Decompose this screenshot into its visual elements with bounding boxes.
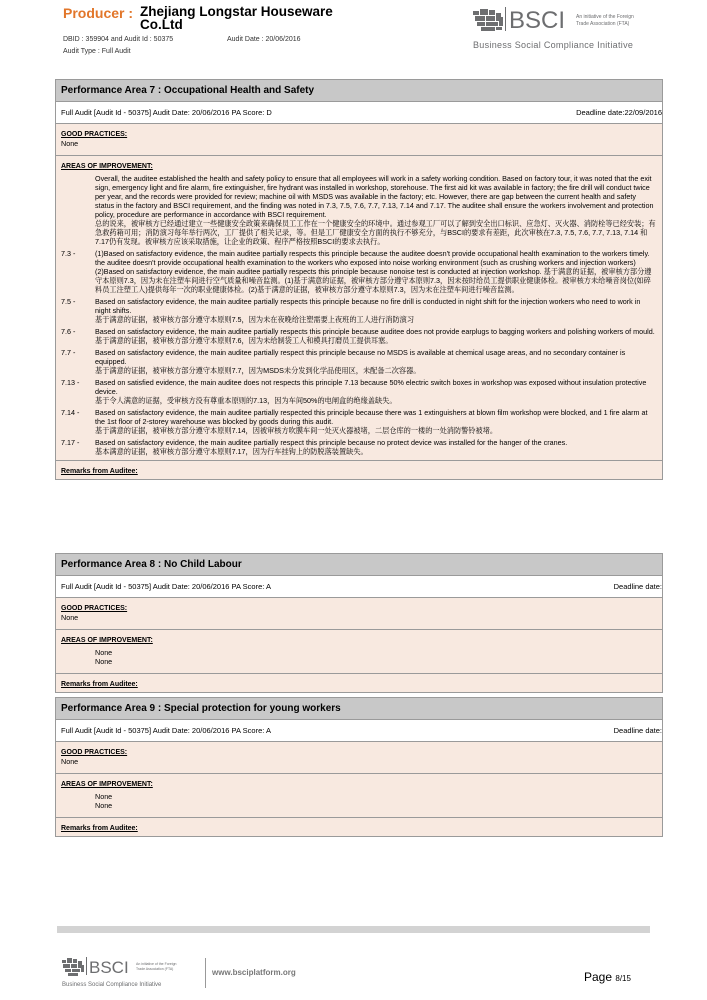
item-text-en: Based on satisfactory evidence, the main auditee partially respects this principle because no fire drill is conducted in night shift for the injection workers who need to work in night shifts. [95,297,641,315]
audit-info: Full Audit [Audit Id - 50375] Audit Date: 20/06/2016 PA Score: A [61,726,271,735]
svg-text:Trade Association (FTA): Trade Association (FTA) [576,21,630,27]
remarks-label: Remarks from Auditee: [61,825,138,832]
item-code: 7.17 - [61,438,80,447]
section-performance-area-7 [55,79,663,480]
good-practices-value: None [61,613,79,622]
good-practices-label: GOOD PRACTICES: [61,749,128,756]
page-label: Page [584,970,613,984]
item-code: 7.5 - [61,297,76,306]
item-text-cn: 基于满意的证据，被审核方部分遵守本原则7.7，因为MSDS未分发到化学品使用区，未配备二次容器。 [95,366,421,375]
item-text-en: Based on satisfactory evidence, the main auditee partially respected this principle because there was 1 extinguishers at blown film workshop were blocked, and 1 fire alarm at the 1st floor of 2-storey warehouse was blocked by goods during this audit. [95,408,648,426]
section-title: Performance Area 8 : No Child Labour [56,554,662,576]
bsci-logo [473,5,663,53]
item-text-en: Based on satisfactory evidence, the main auditee partially respects this principle because auditee does not provide earplugs to bagging workers and polishing workers of mould. [95,327,655,336]
item-text-cn: 基于满意的证据，被审核方部分遵守本原则7.14，因被审核方吹膜车间一处灭火器被堵，二层仓库的一楼的一处消防警铃被堵。 [95,426,498,435]
audit-line [56,576,662,598]
list-item [61,348,657,375]
good-practices-label: GOOD PRACTICES: [61,131,128,138]
item-code [61,174,95,246]
good-practices-block [56,124,662,156]
item-code: 7.14 - [61,408,80,417]
remarks-block [56,818,662,836]
audit-date-line: Audit Date : 20/06/2016 [227,36,301,43]
audit-line [56,720,662,742]
footer-logo-subtitle: Business Social Compliance Initiative [62,982,162,988]
footer-separator [205,958,206,988]
logo-subtitle: Business Social Compliance Initiative [473,40,634,50]
good-practices-block [56,742,662,774]
remarks-block [56,674,662,692]
good-practices-value: None [61,757,79,766]
section-title: Performance Area 7 : Occupational Health and Safety [56,80,662,102]
list-item [61,174,657,246]
good-practices-value: None [61,139,79,148]
improvement-label: AREAS OF IMPROVEMENT: [61,781,153,788]
dbid-line: DBID : 359904 and Audit Id : 50375 [63,36,174,43]
item-text-en: (1)Based on satisfactory evidence, the main auditee partially respects this principle because the auditee doesn't provide occupational health examination to the workers timely. the auditee doesn't provide occupational health examination to the workers who exposed into noise working environment (such as crushing workers and injection workers) (2)Based on satisfactory evidence, the main auditee partially respects this principle because nonoise test is conducted at injection workshop. 基于满意的证据，被审核方部分遵守本原则7.3，因为未在注塑车间进行空气质量和噪音监测。(1)基于满意的证据，被审核方部分遵守本原则7.3，因未按时给员工提供职业健康体检。被审核方未给噪音岗位(如碎料员工注塑工人)提供每年一次的职业健康体检。(2)基于满意的证据，被审核方部分遵守本原则7.3，因为未在注塑车间进行噪音监测。 [95,249,652,294]
item-code: 7.3 - [61,249,76,258]
audit-line [56,102,662,124]
globe-icon [473,9,503,31]
improvement-line: None [95,801,113,810]
remarks-block [56,461,662,479]
svg-text:Trade Association (FTA): Trade Association (FTA) [136,967,174,971]
remarks-label: Remarks from Auditee: [61,468,138,475]
list-item [61,408,657,435]
section-performance-area-9 [55,697,663,837]
item-text-en: Overall, the auditee established the health and safety policy to ensure that all employees will work in a safety working condition. Based on factory tour, it was noted that the exit sign, emergency light and fire alarm, fire extinguisher, fire hydrant was installed in workshop, storehouse. The first aid kit was available in factory; the fire drill will conduct twice per year, and the records were provided for review; machine oil with MSDS was available in the factory; etc. However, there are gap between the current health and safety status in the factory and BSCI requirement, and the finding was noted in 7.3, 7.5, 7.6, 7.7, 7.13, 7.14 and 7.17. The auditee shall ensure the workers involvement and protection policy, procedure are performance in accordance with BSCI requirement. [95,174,654,219]
improvement-label: AREAS OF IMPROVEMENT: [61,637,153,644]
producer-name: Zhejiang Longstar Houseware Co.Ltd [140,4,333,32]
audit-type-line: Audit Type : Full Audit [63,48,131,55]
list-item [61,327,657,345]
improvement-line: None [95,648,113,657]
svg-text:An initiative of the Foreign: An initiative of the Foreign [136,962,177,966]
item-text-cn: 基于满意的证据，被审核方部分遵守本原则7.6，因为未给制袋工人和模具打磨员工提供耳塞。 [95,336,393,345]
improvement-line: None [95,792,113,801]
footer-bsci-logo [62,956,182,990]
logo-text: BSCI [509,7,566,34]
item-text-cn: 总的说来，被审核方已经通过建立一些健康安全政策来确保员工工作在一个健康安全的环境中。通过参观工厂可以了解到安全出口标识、应急灯、灭火器、消防栓等已经安装；有急救药箱可用；消防演习每年举行两次，工厂提供了相关记录，等。但是工厂健康安全方面的执行不够充分，与BSCI的要求有差距，此次审核在7.3, 7.5, 7.6, 7.7, 7.13, 7.14 和 7.17仍有发现。被审核方应该采取措施，让企业的政策、程序严格按照BSCI的要求去执行。 [95,219,656,246]
item-text-en: Based on satisfactory evidence, the main auditee partially respect this principle because no MSDS is available at chemical usage areas, and no secondary container is equipped. [95,348,626,366]
deadline-date: Deadline date:22/09/2016 [576,108,662,117]
good-practices-block [56,598,662,630]
globe-icon [62,958,84,976]
improvement-block [56,630,662,674]
item-text-cn: 基于令人满意的证据，受审核方没有尊重本原则的7.13，因为车间50%的电闸盒的绝缘盖缺失。 [95,396,397,405]
improvement-block [56,774,662,818]
list-item [61,378,657,405]
improvement-line: None [95,657,113,666]
item-text-en: Based on satisfied evidence, the main auditee does not respects this principle 7.13 because 50% electric switch boxes in workshop was exposed without insulation protective device. [95,378,647,396]
improvement-label: AREAS OF IMPROVEMENT: [61,163,153,170]
item-code: 7.6 - [61,327,76,336]
deadline-date: Deadline date: [613,726,662,735]
item-text-en: Based on satisfactory evidence, the main auditee partially respect this principle because no protect device was installed for the hanger of the cranes. [95,438,568,447]
audit-info: Full Audit [Audit Id - 50375] Audit Date: 20/06/2016 PA Score: D [61,108,272,117]
list-item [61,249,657,294]
section-title: Performance Area 9 : Special protection for young workers [56,698,662,720]
list-item [61,438,657,456]
remarks-label: Remarks from Auditee: [61,681,138,688]
audit-info: Full Audit [Audit Id - 50375] Audit Date: 20/06/2016 PA Score: A [61,582,271,591]
deadline-date: Deadline date: [613,582,662,591]
svg-text:An initiative of the Foreign: An initiative of the Foreign [576,14,634,20]
page-value: 8/15 [615,974,631,983]
item-code: 7.7 - [61,348,76,357]
page-number [584,970,631,984]
footer-url-link[interactable]: www.bsciplatform.org [212,968,296,977]
producer-label: Producer : [63,5,134,21]
footer-logo-text: BSCI [89,958,129,977]
item-text-cn: 基本满意的证据，被审核方部分遵守本原则7.17，因为行车挂钩上的防脱落装置缺失。 [95,447,368,456]
list-item [61,297,657,324]
good-practices-label: GOOD PRACTICES: [61,605,128,612]
footer-divider-bar [57,926,650,933]
item-text-cn: 基于满意的证据，被审核方部分遵守本原则7.5，因为未在夜晚给注塑需要上夜班的工人进行消防演习 [95,315,415,324]
section-performance-area-8 [55,553,663,693]
item-code: 7.13 - [61,378,80,387]
improvement-block [56,156,662,461]
